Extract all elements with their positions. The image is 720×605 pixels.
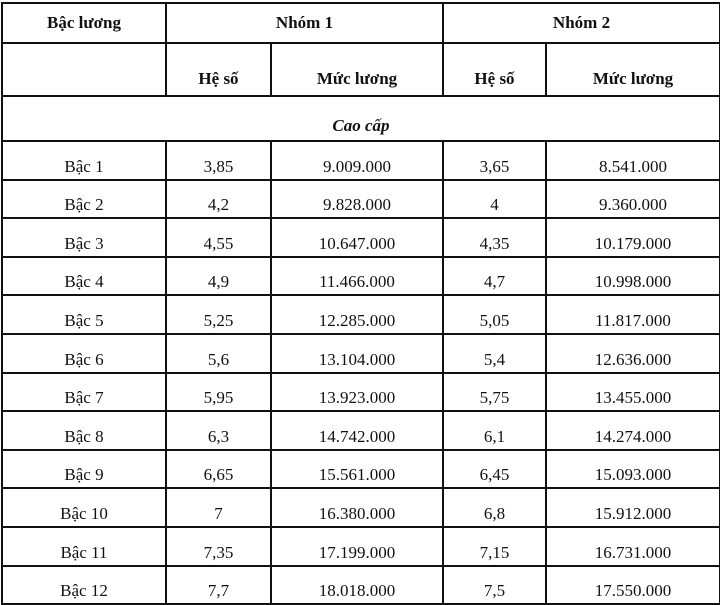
cell-coefficient-1: 5,6 (166, 334, 271, 373)
header-group-2: Nhóm 2 (443, 3, 720, 43)
cell-coefficient-2: 6,45 (443, 450, 546, 489)
cell-salary-2: 14.274.000 (546, 411, 720, 450)
cell-salary-1: 10.647.000 (271, 218, 443, 257)
cell-salary-1: 13.923.000 (271, 373, 443, 412)
cell-salary-2: 12.636.000 (546, 334, 720, 373)
table-row (2, 527, 720, 566)
cell-coefficient-2: 5,4 (443, 334, 546, 373)
cell-level: Bậc 4 (2, 257, 166, 296)
cell-salary-1: 14.742.000 (271, 411, 443, 450)
cell-salary-2: 15.093.000 (546, 450, 720, 489)
table-row (2, 411, 720, 450)
cell-salary-1: 18.018.000 (271, 566, 443, 605)
cell-level: Bậc 10 (2, 488, 166, 527)
cell-coefficient-1: 7,35 (166, 527, 271, 566)
table-row (2, 295, 720, 334)
cell-level: Bậc 7 (2, 373, 166, 412)
cell-salary-2: 8.541.000 (546, 141, 720, 180)
cell-salary-1: 12.285.000 (271, 295, 443, 334)
cell-salary-1: 16.380.000 (271, 488, 443, 527)
cell-salary-1: 9.828.000 (271, 180, 443, 219)
table-row (2, 566, 720, 605)
cell-coefficient-1: 7,7 (166, 566, 271, 605)
header-salary-1: Mức lương (271, 43, 443, 96)
table-row (2, 257, 720, 296)
cell-salary-1: 15.561.000 (271, 450, 443, 489)
cell-coefficient-1: 7 (166, 488, 271, 527)
cell-coefficient-1: 4,55 (166, 218, 271, 257)
header-empty (2, 43, 166, 96)
cell-level: Bậc 6 (2, 334, 166, 373)
cell-salary-2: 10.179.000 (546, 218, 720, 257)
cell-coefficient-1: 6,65 (166, 450, 271, 489)
cell-salary-1: 11.466.000 (271, 257, 443, 296)
cell-coefficient-1: 5,95 (166, 373, 271, 412)
header-salary-2: Mức lương (546, 43, 720, 96)
table-row (2, 488, 720, 527)
table-row (2, 180, 720, 219)
cell-salary-1: 17.199.000 (271, 527, 443, 566)
table-row (2, 141, 720, 180)
table-row (2, 334, 720, 373)
cell-coefficient-2: 4 (443, 180, 546, 219)
cell-level: Bậc 5 (2, 295, 166, 334)
cell-coefficient-2: 7,5 (443, 566, 546, 605)
cell-coefficient-1: 3,85 (166, 141, 271, 180)
cell-coefficient-1: 6,3 (166, 411, 271, 450)
cell-level: Bậc 3 (2, 218, 166, 257)
cell-salary-2: 15.912.000 (546, 488, 720, 527)
cell-level: Bậc 12 (2, 566, 166, 605)
cell-salary-2: 11.817.000 (546, 295, 720, 334)
cell-coefficient-2: 7,15 (443, 527, 546, 566)
cell-coefficient-2: 6,1 (443, 411, 546, 450)
cell-salary-2: 17.550.000 (546, 566, 720, 605)
header-coefficient-2: Hệ số (443, 43, 546, 96)
cell-coefficient-2: 6,8 (443, 488, 546, 527)
section-row (2, 96, 720, 141)
header-row-2 (2, 43, 720, 96)
cell-level: Bậc 2 (2, 180, 166, 219)
cell-coefficient-2: 5,75 (443, 373, 546, 412)
cell-salary-2: 16.731.000 (546, 527, 720, 566)
cell-coefficient-1: 4,9 (166, 257, 271, 296)
cell-salary-1: 13.104.000 (271, 334, 443, 373)
cell-level: Bậc 1 (2, 141, 166, 180)
cell-salary-2: 13.455.000 (546, 373, 720, 412)
header-group-1: Nhóm 1 (166, 3, 443, 43)
header-row-1 (2, 3, 720, 43)
cell-coefficient-1: 4,2 (166, 180, 271, 219)
cell-level: Bậc 9 (2, 450, 166, 489)
cell-level: Bậc 8 (2, 411, 166, 450)
section-title: Cao cấp (2, 96, 720, 141)
cell-salary-2: 10.998.000 (546, 257, 720, 296)
table-row (2, 373, 720, 412)
cell-coefficient-1: 5,25 (166, 295, 271, 334)
header-level: Bậc lương (2, 3, 166, 43)
cell-level: Bậc 11 (2, 527, 166, 566)
cell-coefficient-2: 3,65 (443, 141, 546, 180)
cell-salary-2: 9.360.000 (546, 180, 720, 219)
cell-coefficient-2: 4,35 (443, 218, 546, 257)
salary-table (1, 2, 720, 605)
header-coefficient-1: Hệ số (166, 43, 271, 96)
table-row (2, 218, 720, 257)
cell-coefficient-2: 5,05 (443, 295, 546, 334)
cell-salary-1: 9.009.000 (271, 141, 443, 180)
table-row (2, 450, 720, 489)
cell-coefficient-2: 4,7 (443, 257, 546, 296)
